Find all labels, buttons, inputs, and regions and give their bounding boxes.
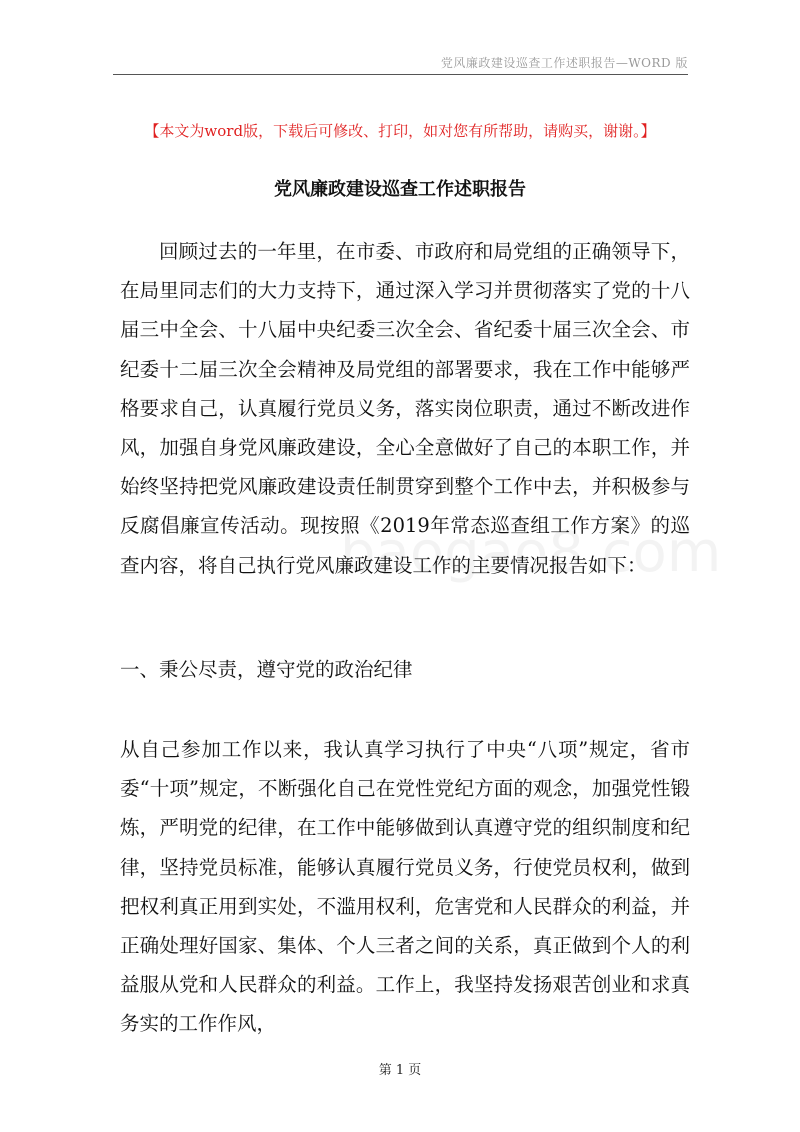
intro-paragraph: 回顾过去的一年里，在市委、市政府和局党组的正确领导下，在局里同志们的大力支持下，通过深入学习并贯彻落实了党的十八届三中全会、十八届中央纪委三次全会、省纪委十届三次全会、市纪委十二届三次全会精神及局党组的部署要求，我在工作中能够严格要求自己，认真履行党员义务，落实岗位职责，通过不断改进作风，加强自身党风廉政建设，全心全意做好了自己的本职工作，并始终坚持把党风廉政建设责任制贯穿到整个工作中去，并积极参与反腐倡廉宣传活动。现按照《2019年常态巡查组工作方案》的巡查内容，将自己执行党风廉政建设工作的主要情况报告如下：: [120, 240, 690, 577]
header-divider: [113, 74, 688, 75]
running-header: 党风廉政建设巡查工作述职报告—WORD 版: [440, 56, 688, 70]
page-number: 第 1 页: [378, 1063, 422, 1078]
section-heading: 一、秉公尽责，遵守党的政治纪律: [120, 658, 413, 681]
document-title: 党风廉政建设巡查工作述职报告: [274, 179, 526, 200]
download-notice: 【本文为word版，下载后可修改、打印，如对您有所帮助，请购买，谢谢。】: [144, 122, 656, 140]
section-paragraph: 从自己参加工作以来，我认真学习执行了中央“八项”规定，省市委“十项”规定，不断强化自己在党性党纪方面的观念，加强党性锻炼，严明党的纪律，在工作中能够做到认真遵守党的组织制度和纪律，坚持党员标准，能够认真履行党员义务，行使党员权利，做到把权利真正用到实处，不滥用权利，危害党和人民群众的利益，并正确处理好国家、集体、个人三者之间的关系，真正做到个人的利益服从党和人民群众的利益。工作上，我坚持发扬艰苦创业和求真务实的工作作风，: [120, 738, 690, 1036]
